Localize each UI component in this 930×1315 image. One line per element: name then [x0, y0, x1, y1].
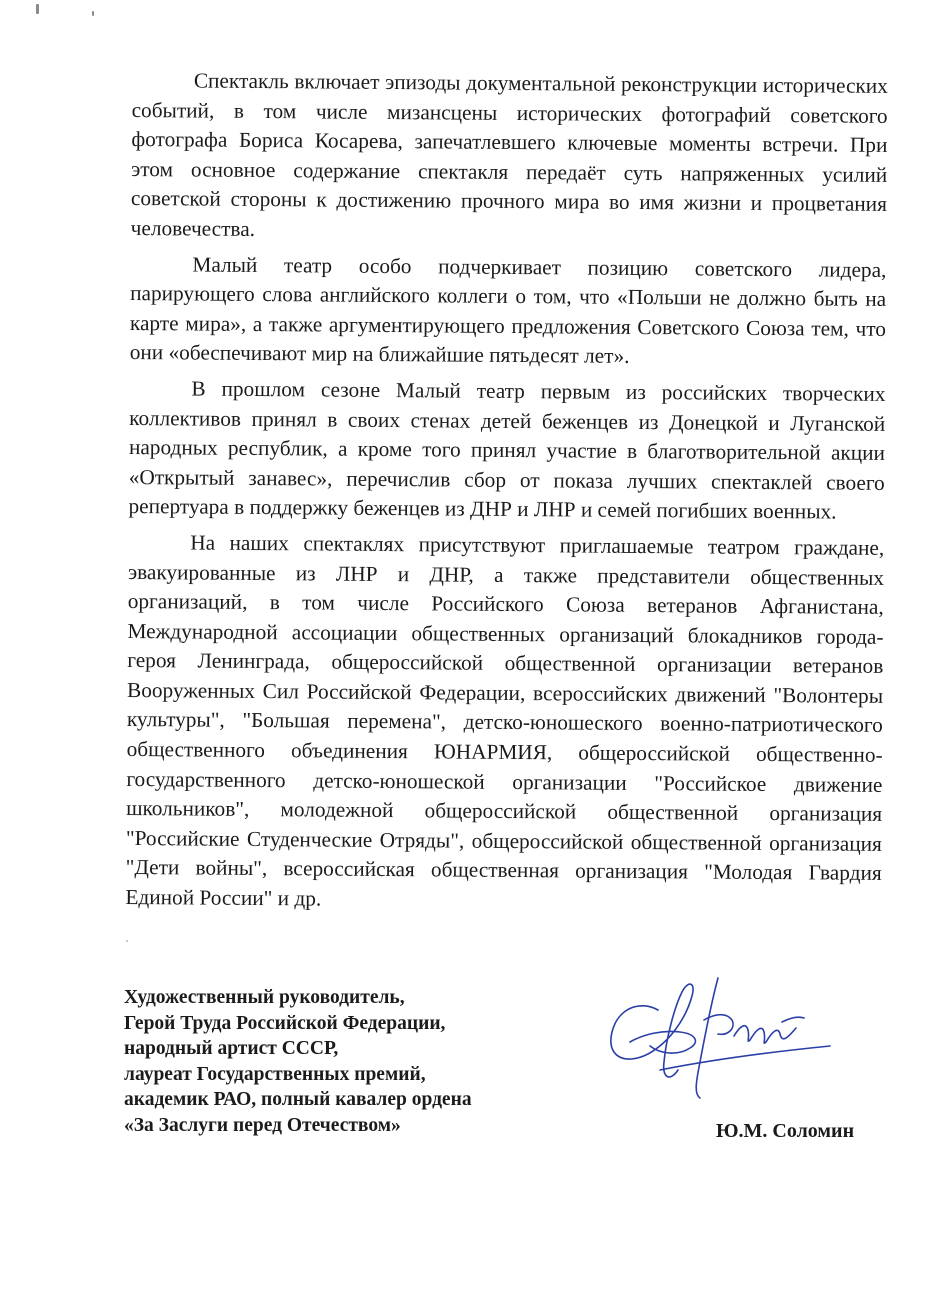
scan-mark [36, 4, 39, 14]
signatory-title-line: академик РАО, полный кавалер ордена [124, 1089, 472, 1110]
signatory-title-line: народный артист СССР, [124, 1038, 339, 1059]
paragraph-invited-organizations: На наших спектаклях присутствуют приглашаемые театром граждане, эвакуированные из ЛНР и ДНР, а также представители общественных организаций, в том числе Российского Союза ветеранов Афганистана, Международной ассоциации общественных организаций блокадников города-героя Ленинграда, общероссийской общественной организации ветеранов Вооруженных Сил Российской Федерации, всероссийских движений "Волонтеры культуры", "Большая перемена", детско-юношеского военно-патриотического общественного объединения ЮНАРМИЯ, общероссийской общественно-государственного детско-юношеской организации "Российское движение школьников", молодежной общероссийской общественной организация "Российские Студенческие Отряды", общероссийской общественной организация "Дети войны", всероссийская общественная организация "Молодая Гвардия Единой России" и др. [125, 530, 885, 911]
scan-mark [92, 11, 94, 16]
letter-body [125, 66, 888, 919]
paragraph-soviet-leader-position: Малый театр особо подчеркивает позицию советского лидера, парирующего слова английского коллеги о том, что «Польши не должно быть на карте мира», а также аргументирующего предложения Советского Союза тем, что они «обеспечивают мир на ближайшие пятьдесят лет». [129, 252, 887, 369]
signatory-titles [124, 985, 584, 1138]
paragraph-refugee-children: В прошлом сезоне Малый театр первым из российских творческих коллективов принял в своих стенах детей беженцев из Донецкой и Луганской народных республик, а кроме того принял участие в благотворительной акции «Открытый занавес», перечислив сбор от показа лучших спектаклей своего репертуара в поддержку беженцев из ДНР и ЛНР и семей погибших военных. [128, 376, 886, 524]
signer-name: Ю.М. Соломин [716, 1120, 855, 1142]
signatory-title-line: «За Заслуги перед Отечеством» [124, 1114, 401, 1136]
signatory-title-line: Герой Труда Российской Федерации, [124, 1012, 446, 1034]
handwritten-signature [600, 970, 840, 1110]
signatory-title-line: Художественный руководитель, [124, 987, 405, 1008]
scan-mark [126, 940, 128, 942]
paragraph-performance-description: Спектакль включает эпизоды документальной реконструкции исторических событий, в том числе мизансцены исторических фотографий советского фотографа Бориса Косарева, запечатлевшего ключевые моменты встречи. При этом основное содержание спектакля передаёт суть напряженных усилий советской стороны к достижению прочного мира во имя жизни и процветания человечества. [130, 68, 888, 241]
signatory-title-line: лауреат Государственных премий, [124, 1063, 426, 1085]
